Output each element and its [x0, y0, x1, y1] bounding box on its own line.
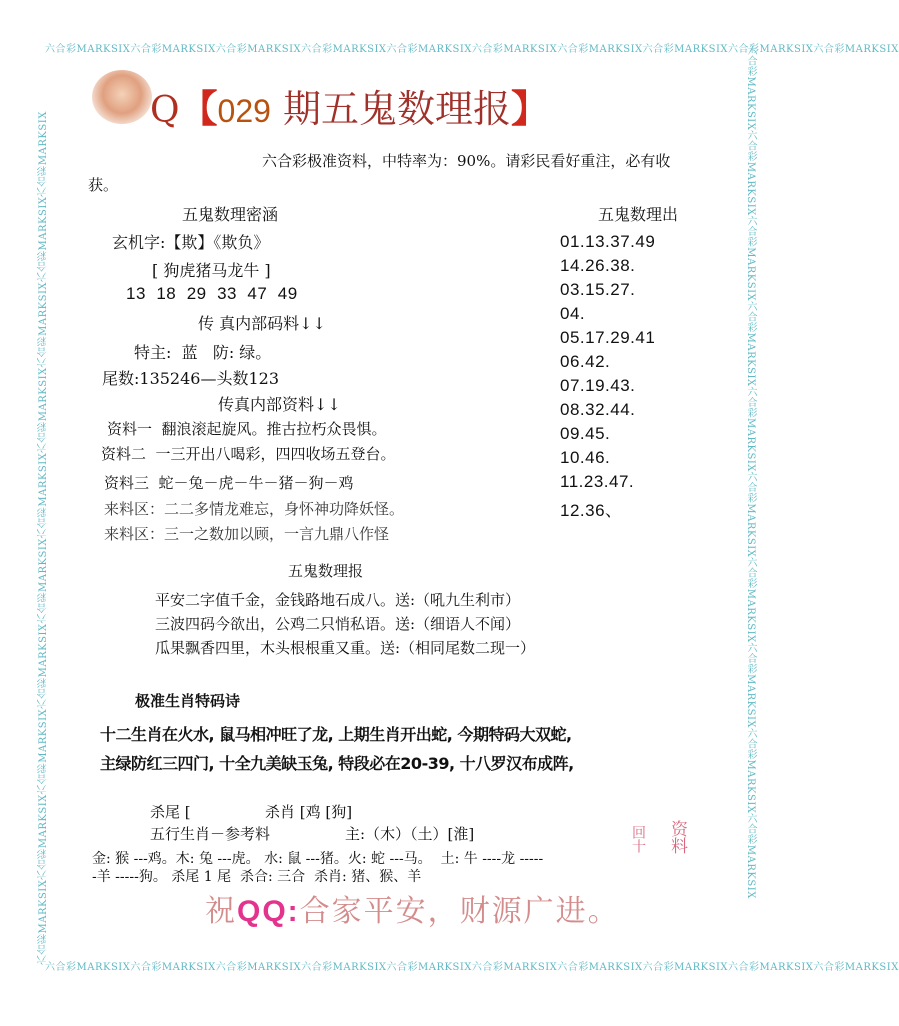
number-row: 03.15.27. [560, 280, 636, 299]
watermark-border-left: 六合彩MARKSIX六合彩MARKSIX六合彩MARKSIX六合彩MARKSIX六合彩MARKSIX六合彩MARKSIX六合彩MARKSIX六合彩MARKSIX六合彩MARKSIX六合彩MARKSIX [38, 111, 49, 965]
watermark-border-right: 六合彩MARKSIX六合彩MARKSIX六合彩MARKSIX六合彩MARKSIX六合彩MARKSIX六合彩MARKSIX六合彩MARKSIX六合彩MARKSIX六合彩MARKSIX六合彩MARKSIX [745, 45, 756, 899]
ziliao-1: 资料一 翻浪滚起旋风。推古拉朽众畏惧。 [107, 420, 387, 438]
watermark-border-top: 六合彩MARKSIX六合彩MARKSIX六合彩MARKSIX六合彩MARKSIX六合彩MARKSIX六合彩MARKSIX六合彩MARKSIX六合彩MARKSIX六合彩MARKSIX六合彩MARKSIX [45, 44, 899, 55]
fax-heading-2: 传真内部资料↓↓ [218, 395, 341, 414]
number-row: 04. [560, 304, 586, 323]
poem-line-1: 十二生肖在火水, 鼠马相冲旺了龙, 上期生肖开出蛇, 今期特码大双蛇, [100, 725, 572, 744]
intro-line-2: 获。 [88, 176, 119, 194]
title-q: Q [150, 90, 180, 131]
fax-heading-1: 传 真内部码料↓↓ [198, 314, 326, 333]
blessing-pre: 祝 [205, 894, 237, 929]
number-row: 11.23.47. [560, 472, 635, 491]
blessing-text: 合家平安，财源广进。 [299, 894, 620, 929]
intro-line-1: 六合彩极准资料，中特率为：90%。请彩民看好重注，必有收 [262, 152, 671, 170]
number-list: 13 18 29 33 47 49 [126, 284, 298, 303]
number-row: 12.36、 [560, 501, 623, 520]
number-row: 07.19.43. [560, 376, 636, 395]
blessing-qq: QQ: [237, 895, 300, 928]
right-heading: 五鬼数理出 [598, 205, 679, 224]
title-bracket-open: 【 [179, 86, 218, 131]
title-bracket-close: 】 [511, 86, 550, 131]
watermark-border-bottom: 六合彩MARKSIX六合彩MARKSIX六合彩MARKSIX六合彩MARKSIX六合彩MARKSIX六合彩MARKSIX六合彩MARKSIX六合彩MARKSIX六合彩MARKSIX六合彩MARKSIX [45, 962, 899, 973]
wuxing-main: 主:（木）（土）[淮] [345, 825, 475, 843]
number-row: 08.32.44. [560, 400, 636, 419]
stamp-mark: 回十 [630, 825, 646, 853]
report-line: 瓜果飘香四里，木头根根重又重。送:（相同尾数二现一） [155, 639, 536, 657]
laoliao-2: 来料区：三一之数加以顾，一言九鼎八作怪 [104, 525, 390, 543]
number-row: 01.13.37.49 [560, 232, 656, 251]
zodiac-list: [ 狗虎猪马龙牛 ] [152, 261, 271, 280]
report-line: 平安二字值千金，金钱路地石成八。送:（吼九生利市） [155, 591, 521, 609]
report-heading: 五鬼数理报 [288, 562, 364, 580]
number-row: 06.42. [560, 352, 611, 371]
weishu: 尾数:135246—头数123 [102, 369, 280, 388]
number-row: 05.17.29.41 [560, 328, 656, 347]
shawei: 杀尾 [ [150, 803, 191, 821]
avatar-logo [92, 70, 152, 124]
xuanji: 玄机字:【欺】《欺负》 [112, 233, 270, 252]
issue-number: 029 [217, 93, 271, 129]
number-row: 10.46. [560, 448, 611, 467]
title-text: 期五鬼数理报 [283, 87, 512, 131]
ziliao-2: 资料二 一三开出八喝彩，四四收场五登台。 [101, 445, 396, 463]
right-number-list [560, 232, 655, 520]
poem-heading: 极准生肖特码诗 [135, 692, 241, 710]
left-heading: 五鬼数理密涵 [182, 205, 279, 224]
tezhu: 特主: 蓝 防: 绿。 [134, 343, 272, 362]
wuxing-line-1: 金: 猴 ---鸡。木: 兔 ---虎。 水: 鼠 ---猪。火: 蛇 ---马。 土: 牛 ----龙 ----- [92, 851, 544, 867]
page-title [150, 78, 549, 133]
wuxing-line-2: -羊 -----狗。 杀尾 1 尾 杀合: 三合 杀肖: 猪、猴、羊 [92, 869, 422, 885]
poem-line-2: 主绿防红三四门, 十全九美缺玉兔, 特段必在20-39, 十八罗汉布成阵, [100, 754, 574, 773]
wuxing-heading: 五行生肖－参考料 [150, 825, 271, 843]
stamp-ziliao: 资料 [667, 820, 687, 854]
shaxiao: 杀肖 [鸡 [狗] [265, 803, 353, 821]
number-row: 14.26.38. [560, 256, 636, 275]
report-line: 三波四码今欲出，公鸡二只悄私语。送:（细语人不闻） [155, 615, 521, 633]
laoliao-1: 来料区：二二多情龙难忘，身怀神功降妖怪。 [104, 500, 405, 518]
ziliao-3: 资料三 蛇－兔－虎－牛－猪－狗－鸡 [104, 474, 354, 492]
blessing [205, 886, 620, 930]
number-row: 09.45. [560, 424, 611, 443]
